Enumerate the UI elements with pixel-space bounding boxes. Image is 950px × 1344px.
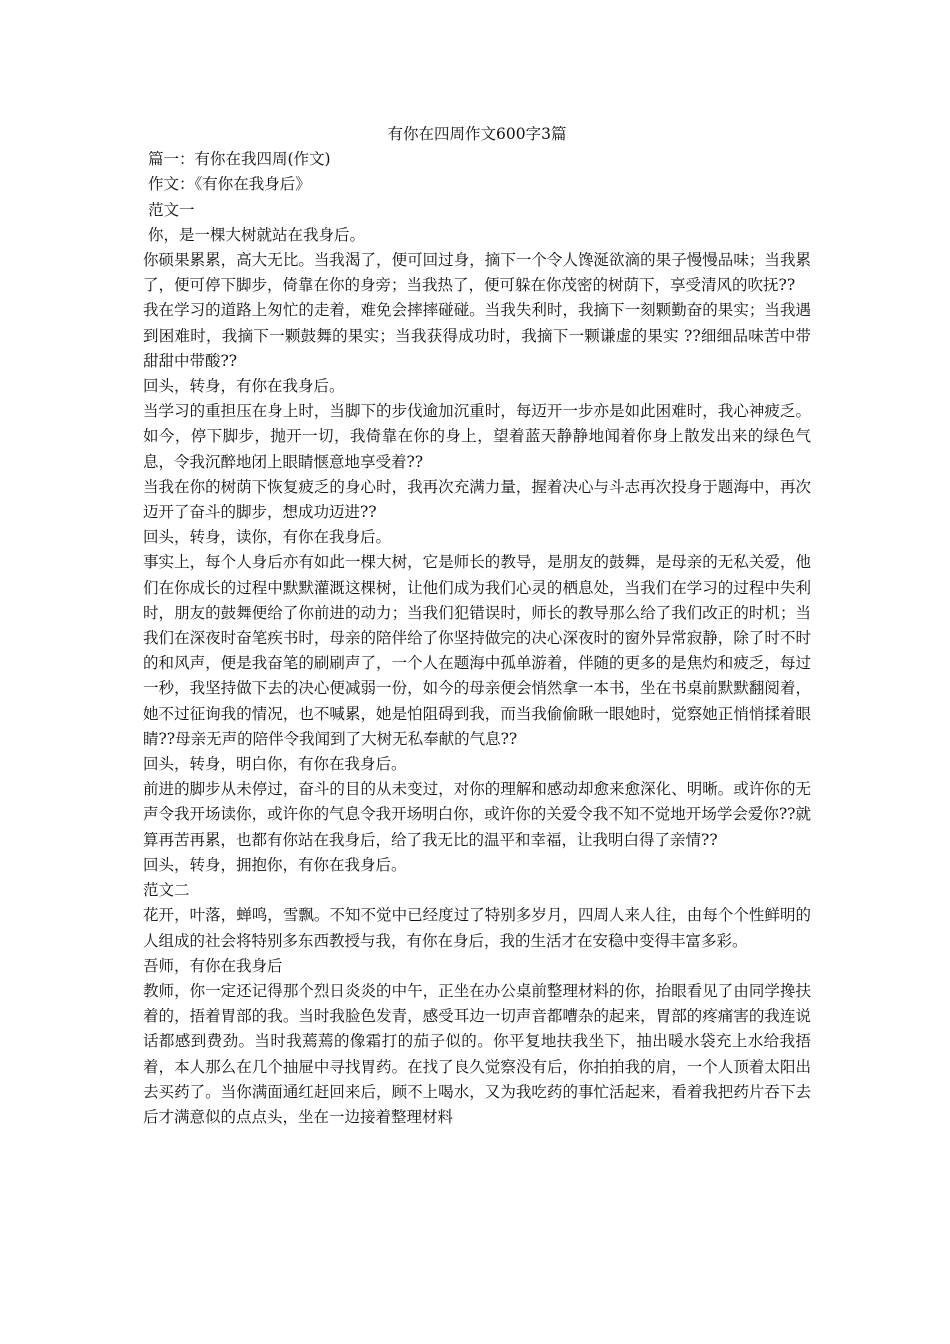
refrain-line: 回头，转身，读你，有你在我身后。 — [143, 528, 392, 547]
refrain-line: 回头，转身，明白你，有你在我身后。 — [143, 755, 407, 774]
paragraph: 前进的脚步从未停过，奋斗的目的从未变过，对你的理解和感动却愈来愈深化、明晰。或许你的无声令我开场读你，或许你的气息令我开场明白你，或许你的关爱令我不知不觉地开场学会爱你??就算再苦再累，也都有你站在我身后，给了我无比的温平和幸福，让我明白得了亲情?? — [143, 780, 811, 849]
paragraph: 教师，你一定还记得那个烈日炎炎的中午，正坐在办公桌前整理材料的你，抬眼看见了由同学搀扶着的，捂着胃部的我。当时我脸色发青，感受耳边一切声音都嘈杂的起来，胃部的疼痛害的我连说话都感到费劲。当时我蔫蔫的像霜打的茄子似的。你平复地扶我坐下，抽出暖水袋充上水给我捂着，本人那么在几个抽屉中寻找胃药。在找了良久觉察没有后，你拍拍我的肩，一个人顶着太阳出去买药了。当你满面通红赶回来后，顾不上喝水，又为我吃药的事忙活起来，看着我把药片吞下去后才满意似的点点头，坐在一边接着整理材料 — [143, 981, 811, 1126]
subheading-line: 吾师，有你在我身后 — [143, 956, 283, 975]
refrain-line: 回头，转身，有你在我身后。 — [143, 377, 345, 396]
paragraph: 你硕果累累，高大无比。当我渴了，便可回过身，摘下一个令人馋涎欲滴的果子慢慢品味；当我累了，便可停下脚步，倚靠在你的身旁；当我热了，便可躲在你茂密的树荫下，享受清风的吹抚?? — [143, 251, 811, 295]
sample-heading: 范文一 — [143, 200, 195, 219]
document-body — [143, 122, 811, 1130]
paragraph: 当我在你的树荫下恢复疲乏的身心时，我再次充满力量，握着决心与斗志再次投身于题海中，再次迈开了奋斗的脚步，想成功迈进?? — [143, 477, 811, 522]
section-heading: 篇一：有你在我四周(作文) — [143, 150, 331, 169]
paragraph: 事实上，每个人身后亦有如此一棵大树，它是师长的教导，是朋友的鼓舞，是母亲的无私关爱，他们在你成长的过程中默默灌溉这棵树，让他们成为我们心灵的栖息处，当我们在学习的过程中失利时，朋友的鼓舞便给了你前进的动力；当我们犯错误时，师长的教导那么给了我们改正的时机；当我们在深夜时奋笔疾书时，母亲的陪伴给了你坚持做完的决心深夜时的窗外异常寂静，除了时不时的和风声，便是我奋笔的刷刷声了，一个人在题海中孤单游着，伴随的更多的是焦灼和疲乏，每过一秒，我坚持做下去的决心便减弱一份，如今的母亲便会悄然拿一本书，坐在书桌前默默翻阅着，她不过征询我的情况，也不喊累，她是怕阻碍到我，而当我偷偷瞅一眼她时，觉察她正悄悄揉着眼睛??母亲无声的陪伴令我闻到了大树无私奉献的气息?? — [143, 553, 811, 748]
refrain-line: 回头，转身，拥抱你，有你在我身后。 — [143, 855, 407, 874]
essay-title-line: 作文：《有你在我身后》 — [143, 175, 311, 194]
paragraph: 当学习的重担压在身上时，当脚下的步伐逾加沉重时，每迈开一步亦是如此困难时，我心神疲乏。如今，停下脚步，抛开一切，我倚靠在你的身上，望着蓝天静静地闻着你身上散发出来的绿色气息，令我沉醉地闭上眼睛惬意地享受着?? — [143, 402, 811, 471]
paragraph: 花开，叶落，蝉鸣，雪飘。不知不觉中已经度过了特别多岁月，四周人来人往，由每个个性鲜明的人组成的社会将特别多东西教授与我，有你在身后，我的生活才在安稳中变得丰富多彩。 — [143, 906, 811, 950]
opening-line: 你，是一棵大树就站在我身后。 — [143, 225, 365, 244]
document-title: 有你在四周作文600字3篇 — [387, 125, 567, 143]
paragraph: 我在学习的道路上匆忙的走着，难免会摔摔碰碰。当我失利时，我摘下一刻颗勤奋的果实；当我遇到困难时，我摘下一颗鼓舞的果实；当我获得成功时，我摘下一颗谦虚的果实 ??细细品味苦中带甜甜中带酸?? — [143, 301, 811, 370]
sample-heading: 范文二 — [143, 881, 190, 900]
